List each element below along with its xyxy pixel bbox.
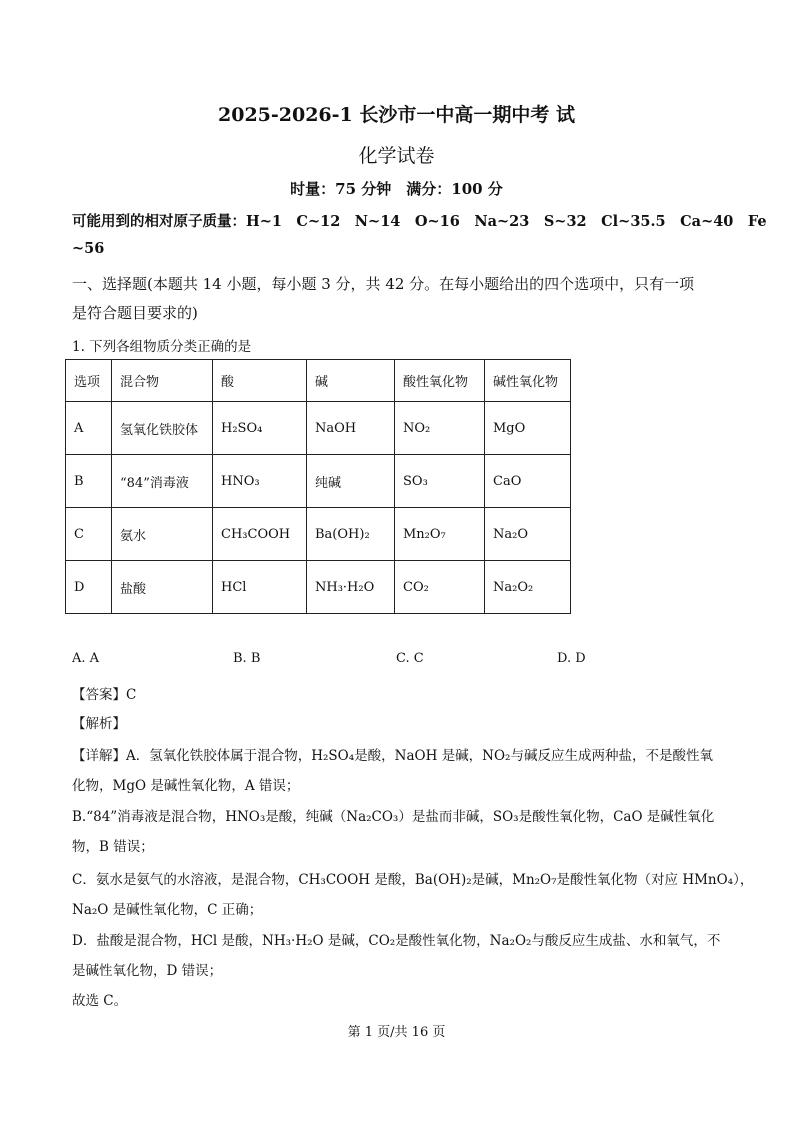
- table-header-cell: 选项: [66, 360, 112, 402]
- table-cell: NaOH: [307, 402, 395, 455]
- table-cell: C: [66, 508, 112, 561]
- table-cell: B: [66, 455, 112, 508]
- table-header-row: [66, 360, 571, 402]
- table-cell: A: [66, 402, 112, 455]
- table-cell: CH₃COOH: [213, 508, 307, 561]
- table-cell: Na₂O₂: [485, 561, 571, 614]
- exam-title: 2025-2026-1 长沙市一中高一期中考 试: [218, 104, 575, 126]
- table-cell: HCl: [213, 561, 307, 614]
- exam-subtitle: 化学试卷: [358, 145, 435, 167]
- option-c: C. C: [396, 651, 424, 666]
- table-cell: “84”消毒液: [112, 455, 213, 508]
- explanation-line: 【详解】A．氢氧化铁胶体属于混合物，H₂SO₄是酸，NaOH 是碱，NO₂与碱反应生成两种盐，不是酸性氧: [72, 748, 713, 764]
- table-cell: 氨水: [112, 508, 213, 561]
- section-heading-2: 是符合题目要求的): [72, 304, 198, 322]
- time-info: 时量：75 分钟 满分：100 分: [290, 180, 503, 198]
- explanation-line: D．盐酸是混合物，HCl 是酸，NH₃·H₂O 是碱，CO₂是酸性氧化物，Na₂O₂与酸反应生成盐、水和氧气，不: [72, 933, 721, 949]
- table-row: [66, 455, 571, 508]
- table-header-cell: 碱性氧化物: [485, 360, 571, 402]
- explanation-line: 故选 C。: [72, 993, 128, 1009]
- table-cell: Na₂O: [485, 508, 571, 561]
- table-cell: CaO: [485, 455, 571, 508]
- table-cell: H₂SO₄: [213, 402, 307, 455]
- analysis-label: 【解析】: [72, 716, 126, 732]
- table-header-cell: 碱: [307, 360, 395, 402]
- table-row: [66, 402, 571, 455]
- table-cell: Mn₂O₇: [395, 508, 485, 561]
- explanation-line: C．氨水是氨气的水溶液，是混合物，CH₃COOH 是酸，Ba(OH)₂是碱，Mn₂O₇是酸性氧化物（对应 HMnO₄），: [72, 872, 754, 888]
- answer-label: 【答案】C: [72, 687, 137, 703]
- section-heading-1: 一、选择题(本题共 14 小题，每小题 3 分，共 42 分。在每小题给出的四个选项中，只有一项: [72, 275, 695, 293]
- table-row: [66, 561, 571, 614]
- table-cell: Ba(OH)₂: [307, 508, 395, 561]
- explanation-line: 化物，MgO 是碱性氧化物，A 错误；: [72, 778, 300, 794]
- option-a: A. A: [72, 651, 100, 666]
- table-cell: 纯碱: [307, 455, 395, 508]
- table-cell: NO₂: [395, 402, 485, 455]
- explanation-line: 物，B 错误；: [72, 839, 154, 855]
- table-cell: NH₃·H₂O: [307, 561, 395, 614]
- table-cell: 氢氧化铁胶体: [112, 402, 213, 455]
- atomic-mass-line-2: ~56: [72, 240, 105, 257]
- question-stem: 1. 下列各组物质分类正确的是: [72, 339, 252, 355]
- table-cell: D: [66, 561, 112, 614]
- table-header-cell: 混合物: [112, 360, 213, 402]
- table-header-cell: 酸: [213, 360, 307, 402]
- table-header-cell: 酸性氧化物: [395, 360, 485, 402]
- table-row: [66, 508, 571, 561]
- table-cell: 盐酸: [112, 561, 213, 614]
- table-cell: HNO₃: [213, 455, 307, 508]
- page-footer: 第 1 页/共 16 页: [347, 1025, 446, 1040]
- option-d: D. D: [557, 651, 586, 666]
- atomic-mass-line-1: 可能用到的相对原子质量：H~1 C~12 N~14 O~16 Na~23 S~32 Cl~35.5 Ca~40 Fe: [72, 213, 767, 230]
- table-cell: CO₂: [395, 561, 485, 614]
- explanation-line: Na₂O 是碱性氧化物，C 正确；: [72, 902, 263, 918]
- explanation-line: 是碱性氧化物，D 错误；: [72, 963, 223, 979]
- table-cell: MgO: [485, 402, 571, 455]
- classification-table: [65, 359, 571, 614]
- option-b: B. B: [233, 651, 261, 666]
- explanation-line: B.“84”消毒液是混合物，HNO₃是酸，纯碱（Na₂CO₃）是盐而非碱，SO₃是酸性氧化物，CaO 是碱性氧化: [72, 809, 715, 825]
- table-cell: SO₃: [395, 455, 485, 508]
